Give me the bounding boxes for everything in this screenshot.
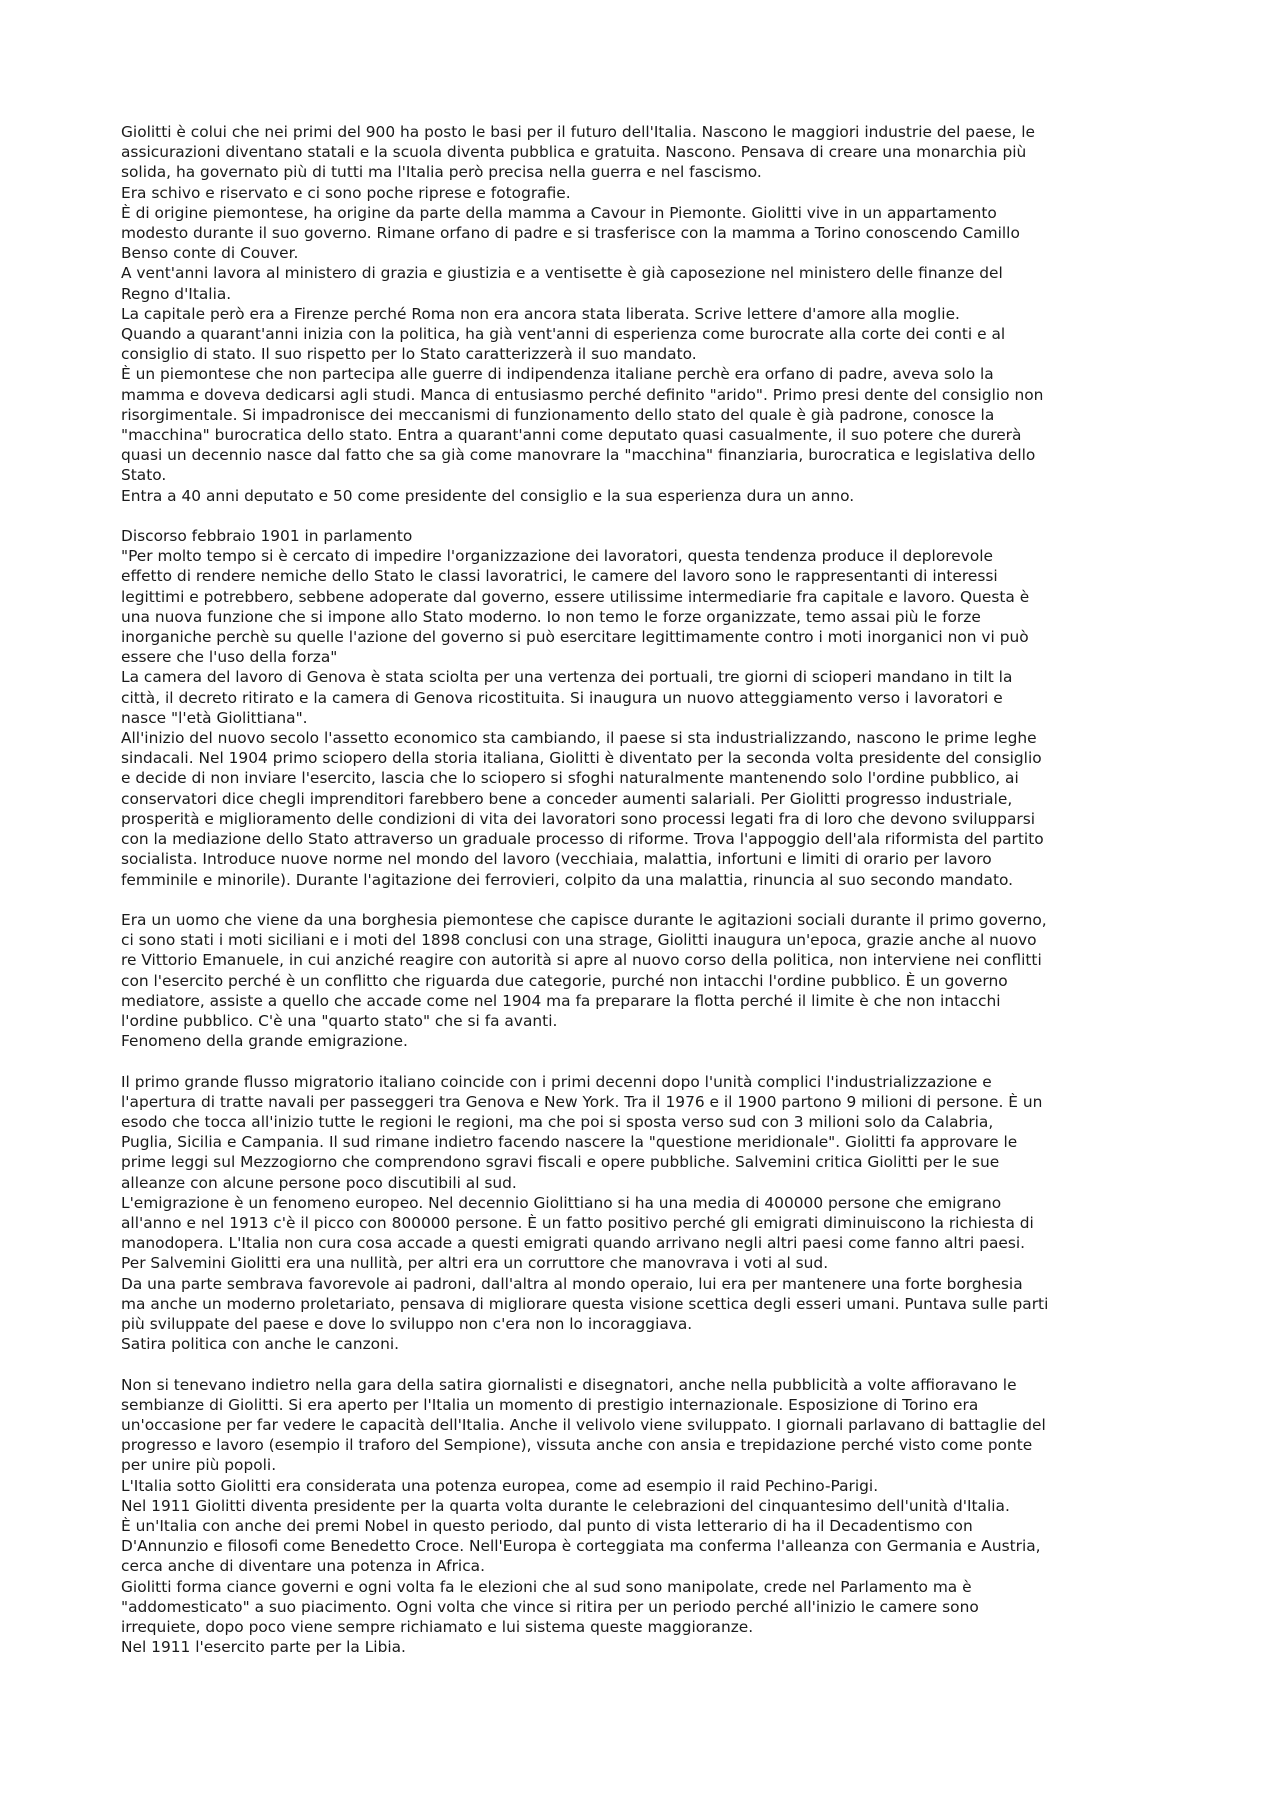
text-line: Era un uomo che viene da una borghesia piemontese che capisce durante le agitazioni sociali durante il primo governo, [121,910,1047,929]
text-line: mamma e doveva dedicarsi agli studi. Manca di entusiasmo perché definito "arido". Primo presi dente del consiglio non [121,385,1044,404]
text-line: "Per molto tempo si è cercato di impedire l'organizzazione dei lavoratori, questa tendenza produce il deplorevole [121,547,993,566]
text-line: L'Italia sotto Giolitti era considerata una potenza europea, come ad esempio il raid Pechino-Parigi. [121,1476,879,1495]
text-line: A vent'anni lavora al ministero di grazia e giustizia e a ventisette è già caposezione nel ministero delle finanze del [121,264,1003,283]
text-line: solida, ha governato più di tutti ma l'Italia però precisa nella guerra e nel fascismo. [121,163,762,182]
text-line: effetto di rendere nemiche dello Stato le classi lavoratrici, le camere del lavoro sono le rappresentanti di interessi [121,567,998,586]
text-line: La capitale però era a Firenze perché Roma non era ancora stata liberata. Scrive lettere d'amore alla moglie. [121,304,960,323]
text-line: più sviluppate del paese e dove lo sviluppo non c'era non lo incoraggiava. [121,1314,693,1333]
text-line: ma anche un moderno proletariato, pensava di migliorare questa visione scettica degli esseri umani. Puntava sulle parti [121,1294,1049,1313]
text-line: sembianze di Giolitti. Si era aperto per l'Italia un momento di prestigio internazionale. Esposizione di Torino era [121,1395,979,1414]
text-line: consiglio di stato. Il suo rispetto per lo Stato caratterizzerà il suo mandato. [121,345,697,364]
text-line: prime leggi sul Mezzogiorno che comprendono sgravi fiscali e opere pubbliche. Salvemini critica Giolitti per le sue [121,1153,1000,1172]
text-line: all'anno e nel 1913 c'è il picco con 800000 persone. È un fatto positivo perché gli emigrati diminuiscono la richiesta di [121,1213,1034,1232]
document-page [121,122,1161,1657]
text-line: per unire più popoli. [121,1456,277,1475]
text-line: esodo che tocca all'inizio tutte le regioni le regioni, ma che poi si sposta verso sud con 3 milioni solo da Calabria, [121,1112,994,1131]
text-line: una nuova funzione che si impone allo Stato moderno. Io non temo le forze organizzate, temo assai più le forze [121,607,981,626]
text-line: Fenomeno della grande emigrazione. [121,1032,408,1051]
text-line: e decide di non inviare l'esercito, lascia che lo sciopero si sfoghi naturalmente mantenendo solo l'ordine pubblico, ai [121,769,1019,788]
text-line: l'apertura di tratte navali per passeggeri tra Genova e New York. Tra il 1976 e il 1900 partono 9 milioni di persone. È un [121,1092,1043,1111]
text-line: "macchina" burocratica dello stato. Entra a quarant'anni come deputato quasi casualmente, il suo potere che durerà [121,426,1022,445]
text-line: Entra a 40 anni deputato e 50 come presidente del consiglio e la sua esperienza dura un anno. [121,486,855,505]
text-line: conservatori dice chegli imprenditori farebbero bene a conceder aumenti salariali. Per Giolitti progresso industriale, [121,789,1013,808]
text-line: mediatore, assiste a quello che accade come nel 1904 ma fa preparare la flotta perché il limite è che non intacchi [121,991,1001,1010]
text-line: All'inizio del nuovo secolo l'assetto economico sta cambiando, il paese si sta industrializzando, nascono le prime leghe [121,729,1037,748]
text-line: città, il decreto ritirato e la camera di Genova ricostituita. Si inaugura un nuovo atteggiamento verso i lavoratori e [121,688,1003,707]
text-line: Discorso febbraio 1901 in parlamento [121,527,413,546]
text-line: Puglia, Sicilia e Campania. Il sud rimane indietro facendo nascere la "questione meridionale". Giolitti fa approvare le [121,1133,1018,1152]
text-line: legittimi e potrebbero, sebbene adoperate dal governo, essere utilissime intermediarie fra capitale e lavoro. Questa è [121,587,1030,606]
text-line: Regno d'Italia. [121,284,232,303]
text-line: Benso conte di Couver. [121,244,299,263]
text-line: Quando a quarant'anni inizia con la politica, ha già vent'anni di esperienza come burocrate alla corte dei conti e al [121,325,1006,344]
text-line: Nel 1911 Giolitti diventa presidente per la quarta volta durante le celebrazioni del cinquantesimo dell'unità d'Italia. [121,1496,1010,1515]
text-line: prosperità e miglioramento delle condizioni di vita dei lavoratori sono processi legati fra di loro che devono svilupparsi [121,809,1036,828]
text-line: progresso e lavoro (esempio il traforo del Sempione), vissuta anche con ansia e trepidazione perché visto come ponte [121,1436,1033,1455]
text-section [121,1375,1161,1658]
text-line: quasi un decennio nasce dal fatto che sa già come manovrare la "macchina" finanziaria, burocratica e legislativa dello [121,446,1036,465]
paragraph-gap [121,506,1161,526]
text-line: È un'Italia con anche dei premi Nobel in questo periodo, dal punto di vista letterario di ha il Decadentismo con [121,1516,973,1535]
text-line: nasce "l'età Giolittiana". [121,708,308,727]
text-section [121,1072,1161,1355]
text-line: essere che l'uso della forza" [121,648,338,667]
text-line: D'Annunzio e filosofi come Benedetto Croce. Nell'Europa è corteggiata ma conferma l'alleanza con Germania e Austria, [121,1537,1041,1556]
text-line: inorganiche perchè su quelle l'azione del governo si può esercitare legittimamente contro i moti inorganici non vi può [121,628,1029,647]
paragraph-gap [121,1051,1161,1071]
text-line: Non si tenevano indietro nella gara della satira giornalisti e disegnatori, anche nella pubblicità a volte affioravano le [121,1375,1017,1394]
text-line: assicurazioni diventano statali e la scuola diventa pubblica e gratuita. Nascono. Pensava di creare una monarchia più [121,143,1027,162]
text-section [121,526,1161,890]
text-line: cerca anche di diventare una potenza in Africa. [121,1557,485,1576]
text-line: re Vittorio Emanuele, in cui anziché reagire con autorità si apre al nuovo corso della politica, non interviene nei conflitti [121,951,1042,970]
text-line: un'occasione per far vedere le capacità dell'Italia. Anche il velivolo viene sviluppato. I giornali parlavano di battaglie del [121,1415,1046,1434]
text-line: L'emigrazione è un fenomeno europeo. Nel decennio Giolittiano si ha una media di 400000 persone che emigrano [121,1193,1002,1212]
text-line: femminile e minorile). Durante l'agitazione dei ferrovieri, colpito da una malattia, rinuncia al suo secondo mandato. [121,870,1014,889]
text-line: Giolitti è colui che nei primi del 900 ha posto le basi per il futuro dell'Italia. Nascono le maggiori industrie del paese, le [121,123,1035,141]
text-line: manodopera. L'Italia non cura cosa accade a questi emigrati quando arrivano negli altri paesi come fanno altri paesi. [121,1234,1026,1253]
text-line: È di origine piemontese, ha origine da parte della mamma a Cavour in Piemonte. Giolitti vive in un appartamento [121,203,997,222]
text-line: È un piemontese che non partecipa alle guerre di indipendenza italiane perchè era orfano di padre, aveva solo la [121,365,994,384]
text-line: Era schivo e riservato e ci sono poche riprese e fotografie. [121,183,571,202]
text-line: Da una parte sembrava favorevole ai padroni, dall'altra al mondo operaio, lui era per mantenere una forte borghesia [121,1274,1023,1293]
text-line: irrequiete, dopo poco viene sempre richiamato e lui sistema queste maggioranze. [121,1617,754,1636]
text-line: Giolitti forma ciance governi e ogni volta fa le elezioni che al sud sono manipolate, crede nel Parlamento ma è [121,1577,972,1596]
text-line: Nel 1911 l'esercito parte per la Libia. [121,1638,406,1657]
paragraph-gap [121,1354,1161,1374]
text-line: Il primo grande flusso migratorio italiano coincide con i primi decenni dopo l'unità complici l'industrializzazione e [121,1072,992,1091]
paragraph-gap [121,890,1161,910]
text-line: sindacali. Nel 1904 primo sciopero della storia italiana, Giolitti è diventato per la seconda volta presidente del consiglio [121,749,1042,768]
text-section [121,910,1161,1051]
text-line: "addomesticato" a suo piacimento. Ogni volta che vince si ritira per un periodo perché all'inizio le camere sono [121,1597,979,1616]
text-line: con la mediazione dello Stato attraverso un graduale processo di riforme. Trova l'appoggio dell'ala riformista del partito [121,830,1044,849]
text-line: Per Salvemini Giolitti era una nullità, per altri era un corruttore che manovrava i voti al sud. [121,1254,829,1273]
text-line: ci sono stati i moti siciliani e i moti del 1898 conclusi con una strage, Giolitti inaugura un'epoca, grazie anche al nuovo [121,931,1037,950]
text-line: modesto durante il suo governo. Rimane orfano di padre e si trasferisce con la mamma a Torino conoscendo Camillo [121,224,1020,243]
text-line: Stato. [121,466,167,485]
text-line: l'ordine pubblico. C'è una "quarto stato" che si fa avanti. [121,1011,558,1030]
text-line: socialista. Introduce nuove norme nel mondo del lavoro (vecchiaia, malattia, infortuni e limiti di orario per lavoro [121,850,992,869]
text-line: Satira politica con anche le canzoni. [121,1335,399,1354]
text-section [121,122,1161,506]
text-line: risorgimentale. Si impadronisce dei meccanismi di funzionamento dello stato del quale è già padrone, conosce la [121,405,995,424]
text-line: con l'esercito perché è un conflitto che riguarda due categorie, purché non intacchi l'ordine pubblico. È un governo [121,971,1008,990]
text-line: La camera del lavoro di Genova è stata sciolta per una vertenza dei portuali, tre giorni di scioperi mandano in tilt la [121,668,1013,687]
text-line: alleanze con alcune persone poco discutibili al sud. [121,1173,517,1192]
